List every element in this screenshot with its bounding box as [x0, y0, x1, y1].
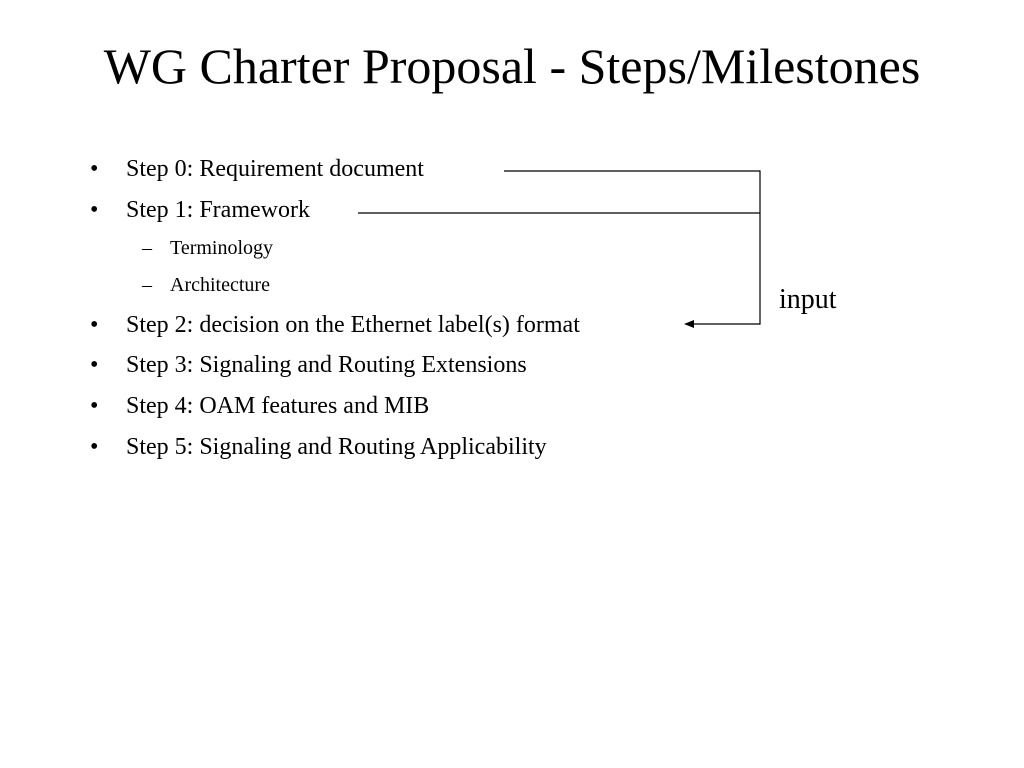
sub-bullet-marker: – [142, 237, 152, 259]
sub-bullet-text: Terminology [170, 237, 274, 259]
bullet-marker: • [90, 197, 99, 223]
bullet-text: Step 4: OAM features and MIB [126, 393, 430, 419]
bullet-marker: • [90, 393, 99, 419]
sub-bullet-marker: – [142, 274, 152, 296]
bullet-text: Step 2: decision on the Ethernet label(s) format [126, 312, 580, 338]
bullet-marker: • [90, 312, 99, 338]
bullet-text: Step 5: Signaling and Routing Applicability [126, 434, 547, 460]
bullet-marker: • [90, 156, 99, 182]
bullet-marker: • [90, 352, 99, 378]
bullet-text: Step 1: Framework [126, 197, 310, 223]
input-label: input [779, 284, 837, 315]
slide-title: WG Charter Proposal - Steps/Milestones [103, 38, 921, 94]
bullet-marker: • [90, 434, 99, 460]
bullet-text: Step 0: Requirement document [126, 156, 424, 182]
sub-bullet-text: Architecture [170, 274, 270, 296]
bullet-text: Step 3: Signaling and Routing Extensions [126, 352, 527, 378]
